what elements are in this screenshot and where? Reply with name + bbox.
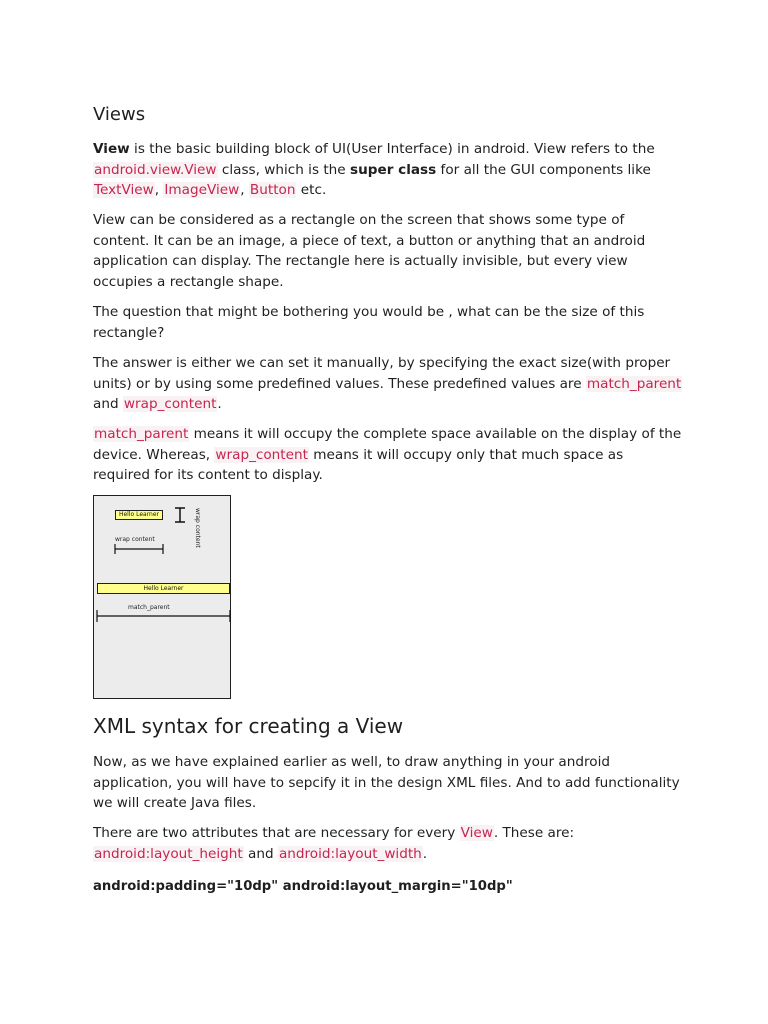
paragraph-view-definition <box>93 139 683 201</box>
text-span: means it will occupy the complete space available on the display of the device. Whereas, <box>93 426 682 463</box>
heading-views: Views <box>93 104 146 125</box>
illustration-lines <box>94 496 232 700</box>
code-textview: TextView <box>94 182 154 199</box>
paragraph-question: The question that might be bothering you would be , what can be the size of this rectangle? <box>93 304 645 341</box>
paragraph-xml-intro: Now, as we have explained earlier as well, to draw anything in your android application, you will have to sepcify it in the design XML files. And to add functionality we will create Java files. <box>93 754 680 812</box>
match-parent-caption: match_parent <box>128 604 170 611</box>
view-size-illustration <box>93 495 231 699</box>
text-span: means it will occupy only that much space as required for its content to display. <box>93 446 624 484</box>
small-hello-learner-button: Hello Learner <box>115 510 163 520</box>
super-class-bold: super class <box>350 161 437 178</box>
code-match-parent: match_parent <box>586 375 682 392</box>
code-view: View <box>460 825 493 841</box>
code-imageview: ImageView <box>164 182 240 199</box>
paragraph-rectangle: View can be considered as a rectangle on the screen that shows some type of content. It can be an image, a piece of text, a button or anything that an android application can display. The rectangle here is actually invisible, but every view occupies a rectangle shape. <box>93 212 646 290</box>
text-span: etc. <box>296 182 327 199</box>
text-span: . <box>217 396 222 413</box>
text-span: class, which is the <box>217 161 350 178</box>
wrap-content-caption: wrap content <box>115 536 155 543</box>
paragraph-match-wrap-explained <box>93 424 683 486</box>
text-span: There are two attributes that are necessary for every <box>93 825 460 841</box>
code-button: Button <box>249 182 296 199</box>
code-android-view-class: android.view.View <box>94 161 217 178</box>
text-span: The answer is either we can set it manually, by specifying the exact size(with proper units) or by using some predefined values. These predefined values are <box>93 355 671 392</box>
code-padding-margin-line: android:padding="10dp" android:layout_margin="10dp" <box>93 879 513 894</box>
text-span: , <box>154 182 164 199</box>
text-span: . <box>422 845 428 862</box>
wide-hello-learner-button: Hello Learner <box>97 583 230 594</box>
text-span: for all the GUI components like <box>436 161 651 178</box>
vertical-wrap-content-caption: wrap content <box>194 508 201 548</box>
paragraph-attributes <box>93 823 683 864</box>
text-span: . These are: <box>493 825 575 841</box>
code-match-parent: match_parent <box>94 426 189 442</box>
text-span: and <box>93 396 123 413</box>
view-bold-term: View <box>93 141 130 157</box>
text-span: and <box>243 845 278 862</box>
heading-xml-syntax: XML syntax for creating a View <box>93 714 404 738</box>
paragraph-answer <box>93 353 683 415</box>
code-wrap-content: wrap_content <box>215 446 308 463</box>
code-layout-height: android:layout_height <box>94 845 243 862</box>
text-span: is the basic building block of UI(User Interface) in android. View refers to the <box>129 141 655 157</box>
code-layout-width: android:layout_width <box>278 845 422 862</box>
text-span: , <box>240 182 249 199</box>
code-wrap-content: wrap_content <box>123 396 217 413</box>
